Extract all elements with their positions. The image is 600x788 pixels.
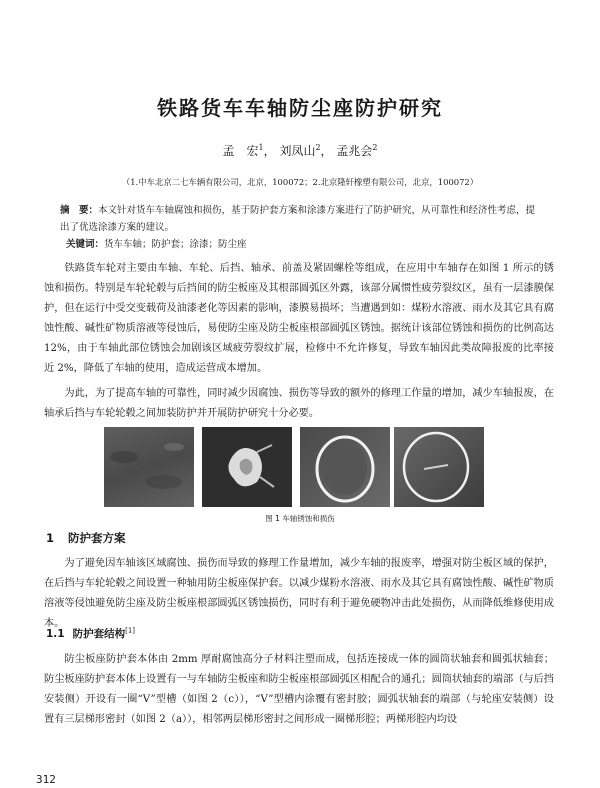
figure-1 xyxy=(104,427,484,507)
author-name: 刘凤山 xyxy=(279,144,316,158)
abstract-label: 摘 要： xyxy=(60,205,99,216)
author-mark: 2 xyxy=(372,143,378,152)
subsection-number: 1.1 xyxy=(46,628,65,640)
author-line xyxy=(0,142,600,159)
author-separator: ， xyxy=(320,144,333,158)
affiliation: （1.中车北京二七车辆有限公司，北京，100072；2.北京隆轩橡塑有限公司，北京，100072） xyxy=(121,177,479,187)
axle-ring-photo xyxy=(300,427,390,507)
abstract xyxy=(60,202,544,236)
keywords-text: 货车车轴；防护套；涂漆；防尘座 xyxy=(104,239,247,250)
body-paragraph: 为了避免因车轴该区域腐蚀、损伤而导致的修理工作量增加，减少车轴的报废率，增强对防尘板区域的保护，在后挡与车轮轮毂之间设置一种轴用防尘板座保护套。以减少煤粉水溶液、雨水及其它具有腐蚀性酸、碱性矿物质溶液等侵蚀避免防尘座及防尘板座根部圆弧区锈蚀损伤，同时有利于避免硬物冲击此处损伤，从而降低维修使用成本。 xyxy=(44,558,554,629)
axle-ring-scratch-photo xyxy=(394,427,484,507)
author-name: 孟兆会 xyxy=(336,144,373,158)
section-heading xyxy=(46,530,126,546)
figure-caption: 图 1 车轴锈蚀和损伤 xyxy=(265,514,335,523)
body-paragraph: 铁路货车轮对主要由车轴、车轮、后挡、轴承、前盖及紧固螺栓等组成，在应用中车轴存在如图 1 所示的锈蚀和损伤。特别是车轮轮毂与后挡间的防尘板座及其根部圆弧区外露，该部分属惯性疲劳裂纹区，虽有一层漆膜保护，但在运行中受交变载荷及油漆老化等因素的影响，漆膜易损坏；当遭遇到如：煤粉水溶液、雨水及其它具有腐蚀性酸、碱性矿物质溶液等侵蚀后，易使防尘座及防尘板座根部圆弧区锈蚀。据统计该部位锈蚀和损伤的比例高达 12%，由于车轴此部位锈蚀会加剧该区域疲劳裂纹扩展，检修中不允许修复，导致车轴因此类故障报废的比率接近 2%，降低了车轴的使用，造成运营成本增加。 xyxy=(44,263,554,374)
subsection-title: 防护套结构 xyxy=(72,628,126,640)
body-paragraph: 为此，为了提高车轴的可靠性，同时减少因腐蚀、损伤等导致的额外的修理工作量的增加，减少车轴报废，在轴承后挡与车轮轮毂之间加装防护并开展防护研究十分必要。 xyxy=(44,388,554,419)
corroded-axle-photo xyxy=(104,427,194,507)
author-mark: 1 xyxy=(258,143,264,152)
keywords-label: 关键词： xyxy=(66,239,105,250)
author-name: 孟 宏 xyxy=(222,144,259,158)
page-number: 312 xyxy=(36,773,56,786)
author-mark: 2 xyxy=(315,143,321,152)
damaged-axle-photo xyxy=(202,427,292,507)
paper-title: 铁路货车车轴防尘座防护研究 xyxy=(157,96,443,120)
abstract-text: 本文针对货车车轴腐蚀和损伤，基于防护套方案和涂漆方案进行了防护研究，从可靠性和经济性考虑，提出了优选涂漆方案的建议。 xyxy=(60,205,536,233)
author-separator: ， xyxy=(263,144,276,158)
section-number: 1 xyxy=(46,531,55,545)
keywords xyxy=(66,236,536,250)
body-paragraph: 防尘板座防护套本体由 2mm 厚耐腐蚀高分子材料注塑而成，包括连接成一体的圆筒状轴套和圆弧状轴套；防尘板座防护套本体上设置有一与车轴防尘板座和防尘板座根部圆弧区相配合的通孔；圆筒状轴套的端部（与后挡安装侧）开设有一圈“V”型槽（如图 2（c）），“V”型槽内涂覆有密封胶；圆弧状轴套的端部（与轮座安装侧）设置有三层梯形密封（如图 2（a）），相邻两层梯形密封之间形成一圈梯形腔；两梯形腔内均设 xyxy=(44,654,554,725)
subsection-heading xyxy=(46,626,135,641)
section-title: 防护套方案 xyxy=(68,531,126,545)
citation-ref: [1] xyxy=(125,626,136,635)
